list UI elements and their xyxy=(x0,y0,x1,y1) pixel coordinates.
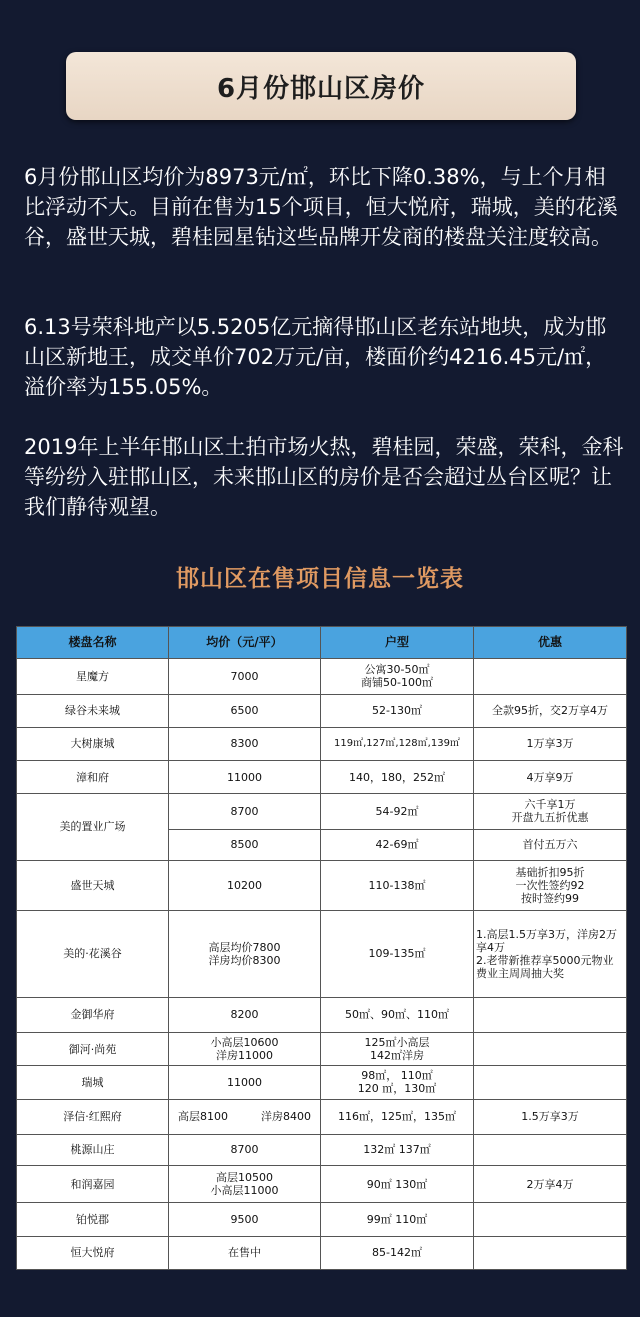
header-promo: 优惠 xyxy=(474,627,627,659)
cell-price: 8200 xyxy=(169,997,321,1032)
table-row xyxy=(17,694,627,727)
cell-promo: 4万享9万 xyxy=(474,760,627,793)
cell-price: 高层均价7800 洋房均价8300 xyxy=(169,910,321,997)
cell-promo xyxy=(474,997,627,1032)
cell-price: 7000 xyxy=(169,659,321,694)
cell-price: 高层10500 小高层11000 xyxy=(169,1166,321,1203)
paragraph-outlook: 2019年上半年邯山区土拍市场火热，碧桂园，荣盛，荣科，金科等纷纷入驻邯山区，未来邯山区的房价是否会超过丛台区呢？让我们静待观望。 xyxy=(24,435,624,519)
table-row xyxy=(17,659,627,694)
cell-promo: 基础折扣95折 一次性签约92 按时签约99 xyxy=(474,860,627,910)
cell-name: 御河·尚苑 xyxy=(17,1033,169,1066)
paragraph-average-price: 6月份邯山区均价为8973元/㎡，环比下降0.38%，与上个月相比浮动不大。目前在售为15个项目，恒大悦府，瑞城，美的花溪谷，盛世天城，碧桂园星钻这些品牌开发商的楼盘关注度较高。 xyxy=(24,165,618,249)
cell-price: 8300 xyxy=(169,727,321,760)
cell-name: 铂悦郡 xyxy=(17,1203,169,1236)
cell-type: 132㎡ 137㎡ xyxy=(321,1134,474,1165)
cell-name: 美的置业广场 xyxy=(17,794,169,860)
cell-type: 公寓30-50㎡ 商铺50-100㎡ xyxy=(321,659,474,694)
cell-promo: 2万享4万 xyxy=(474,1166,627,1203)
table-row xyxy=(17,997,627,1032)
table-row xyxy=(17,1066,627,1099)
table-row xyxy=(17,760,627,793)
cell-price: 8500 xyxy=(169,829,321,860)
table-row xyxy=(17,1166,627,1203)
cell-price: 9500 xyxy=(169,1203,321,1236)
cell-name: 桃源山庄 xyxy=(17,1134,169,1165)
table-row xyxy=(17,1236,627,1269)
cell-type: 140，180，252㎡ xyxy=(321,760,474,793)
page-title: 6月份邯山区房价 xyxy=(216,73,426,104)
cell-type: 52-130㎡ xyxy=(321,694,474,727)
cell-type: 42-69㎡ xyxy=(321,829,474,860)
cell-name: 和润嘉园 xyxy=(17,1166,169,1203)
table-row xyxy=(17,860,627,910)
header-name: 楼盘名称 xyxy=(17,627,169,659)
cell-type: 119㎡,127㎡,128㎡,139㎡ xyxy=(321,727,474,760)
cell-price: 在售中 xyxy=(169,1236,321,1269)
table-title: 邯山区在售项目信息一览表 xyxy=(176,566,464,592)
cell-name: 盛世天城 xyxy=(17,860,169,910)
table-row xyxy=(17,727,627,760)
cell-type: 109-135㎡ xyxy=(321,910,474,997)
cell-promo xyxy=(474,1033,627,1066)
cell-type: 98㎡， 110㎡ 120 ㎡，130㎡ xyxy=(321,1066,474,1099)
cell-name: 绿谷未来城 xyxy=(17,694,169,727)
project-table-container xyxy=(16,626,626,1270)
table-row xyxy=(17,910,627,997)
cell-type: 125㎡小高层 142㎡洋房 xyxy=(321,1033,474,1066)
header-price: 均价（元/平） xyxy=(169,627,321,659)
cell-price: 8700 xyxy=(169,1134,321,1165)
cell-price: 10200 xyxy=(169,860,321,910)
project-table xyxy=(16,626,627,1270)
table-row xyxy=(17,1099,627,1134)
cell-name: 星魔方 xyxy=(17,659,169,694)
cell-name: 瑞城 xyxy=(17,1066,169,1099)
cell-name: 大树康城 xyxy=(17,727,169,760)
cell-name: 金御华府 xyxy=(17,997,169,1032)
header-type: 户型 xyxy=(321,627,474,659)
cell-promo: 1万享3万 xyxy=(474,727,627,760)
cell-type: 116㎡，125㎡，135㎡ xyxy=(321,1099,474,1134)
cell-promo xyxy=(474,1236,627,1269)
cell-price: 11000 xyxy=(169,760,321,793)
paragraph-land-auction: 6.13号荣科地产以5.5205亿元摘得邯山区老东站地块，成为邯山区新地王，成交单价702万元/亩，楼面价约4216.45元/㎡，溢价率为155.05%。 xyxy=(24,315,607,399)
cell-price: 小高层10600 洋房11000 xyxy=(169,1033,321,1066)
table-row xyxy=(17,1033,627,1066)
cell-price: 11000 xyxy=(169,1066,321,1099)
cell-type: 90㎡ 130㎡ xyxy=(321,1166,474,1203)
cell-type: 54-92㎡ xyxy=(321,794,474,829)
cell-promo xyxy=(474,659,627,694)
table-row xyxy=(17,1203,627,1236)
cell-price: 8700 xyxy=(169,794,321,829)
table-header-row xyxy=(17,627,627,659)
cell-promo xyxy=(474,1203,627,1236)
cell-type: 85-142㎡ xyxy=(321,1236,474,1269)
cell-price: 6500 xyxy=(169,694,321,727)
cell-promo: 六千享1万 开盘九五折优惠 xyxy=(474,794,627,829)
cell-promo: 全款95折，交2万享4万 xyxy=(474,694,627,727)
cell-type: 110-138㎡ xyxy=(321,860,474,910)
cell-type: 50㎡、90㎡、110㎡ xyxy=(321,997,474,1032)
cell-name: 恒大悦府 xyxy=(17,1236,169,1269)
table-row xyxy=(17,1134,627,1165)
cell-promo: 1.高层1.5万享3万，洋房2万享4万 2.老带新推荐享5000元物业费业主周周抽大奖 xyxy=(474,910,627,997)
cell-promo xyxy=(474,1066,627,1099)
table-row xyxy=(17,794,627,829)
cell-type: 99㎡ 110㎡ xyxy=(321,1203,474,1236)
cell-price: 高层8100 洋房8400 xyxy=(169,1099,321,1134)
cell-name: 漳和府 xyxy=(17,760,169,793)
title-banner xyxy=(66,52,576,120)
cell-name: 泽信·红熙府 xyxy=(17,1099,169,1134)
cell-promo: 首付五万六 xyxy=(474,829,627,860)
cell-name: 美的·花溪谷 xyxy=(17,910,169,997)
cell-promo xyxy=(474,1134,627,1165)
cell-promo: 1.5万享3万 xyxy=(474,1099,627,1134)
